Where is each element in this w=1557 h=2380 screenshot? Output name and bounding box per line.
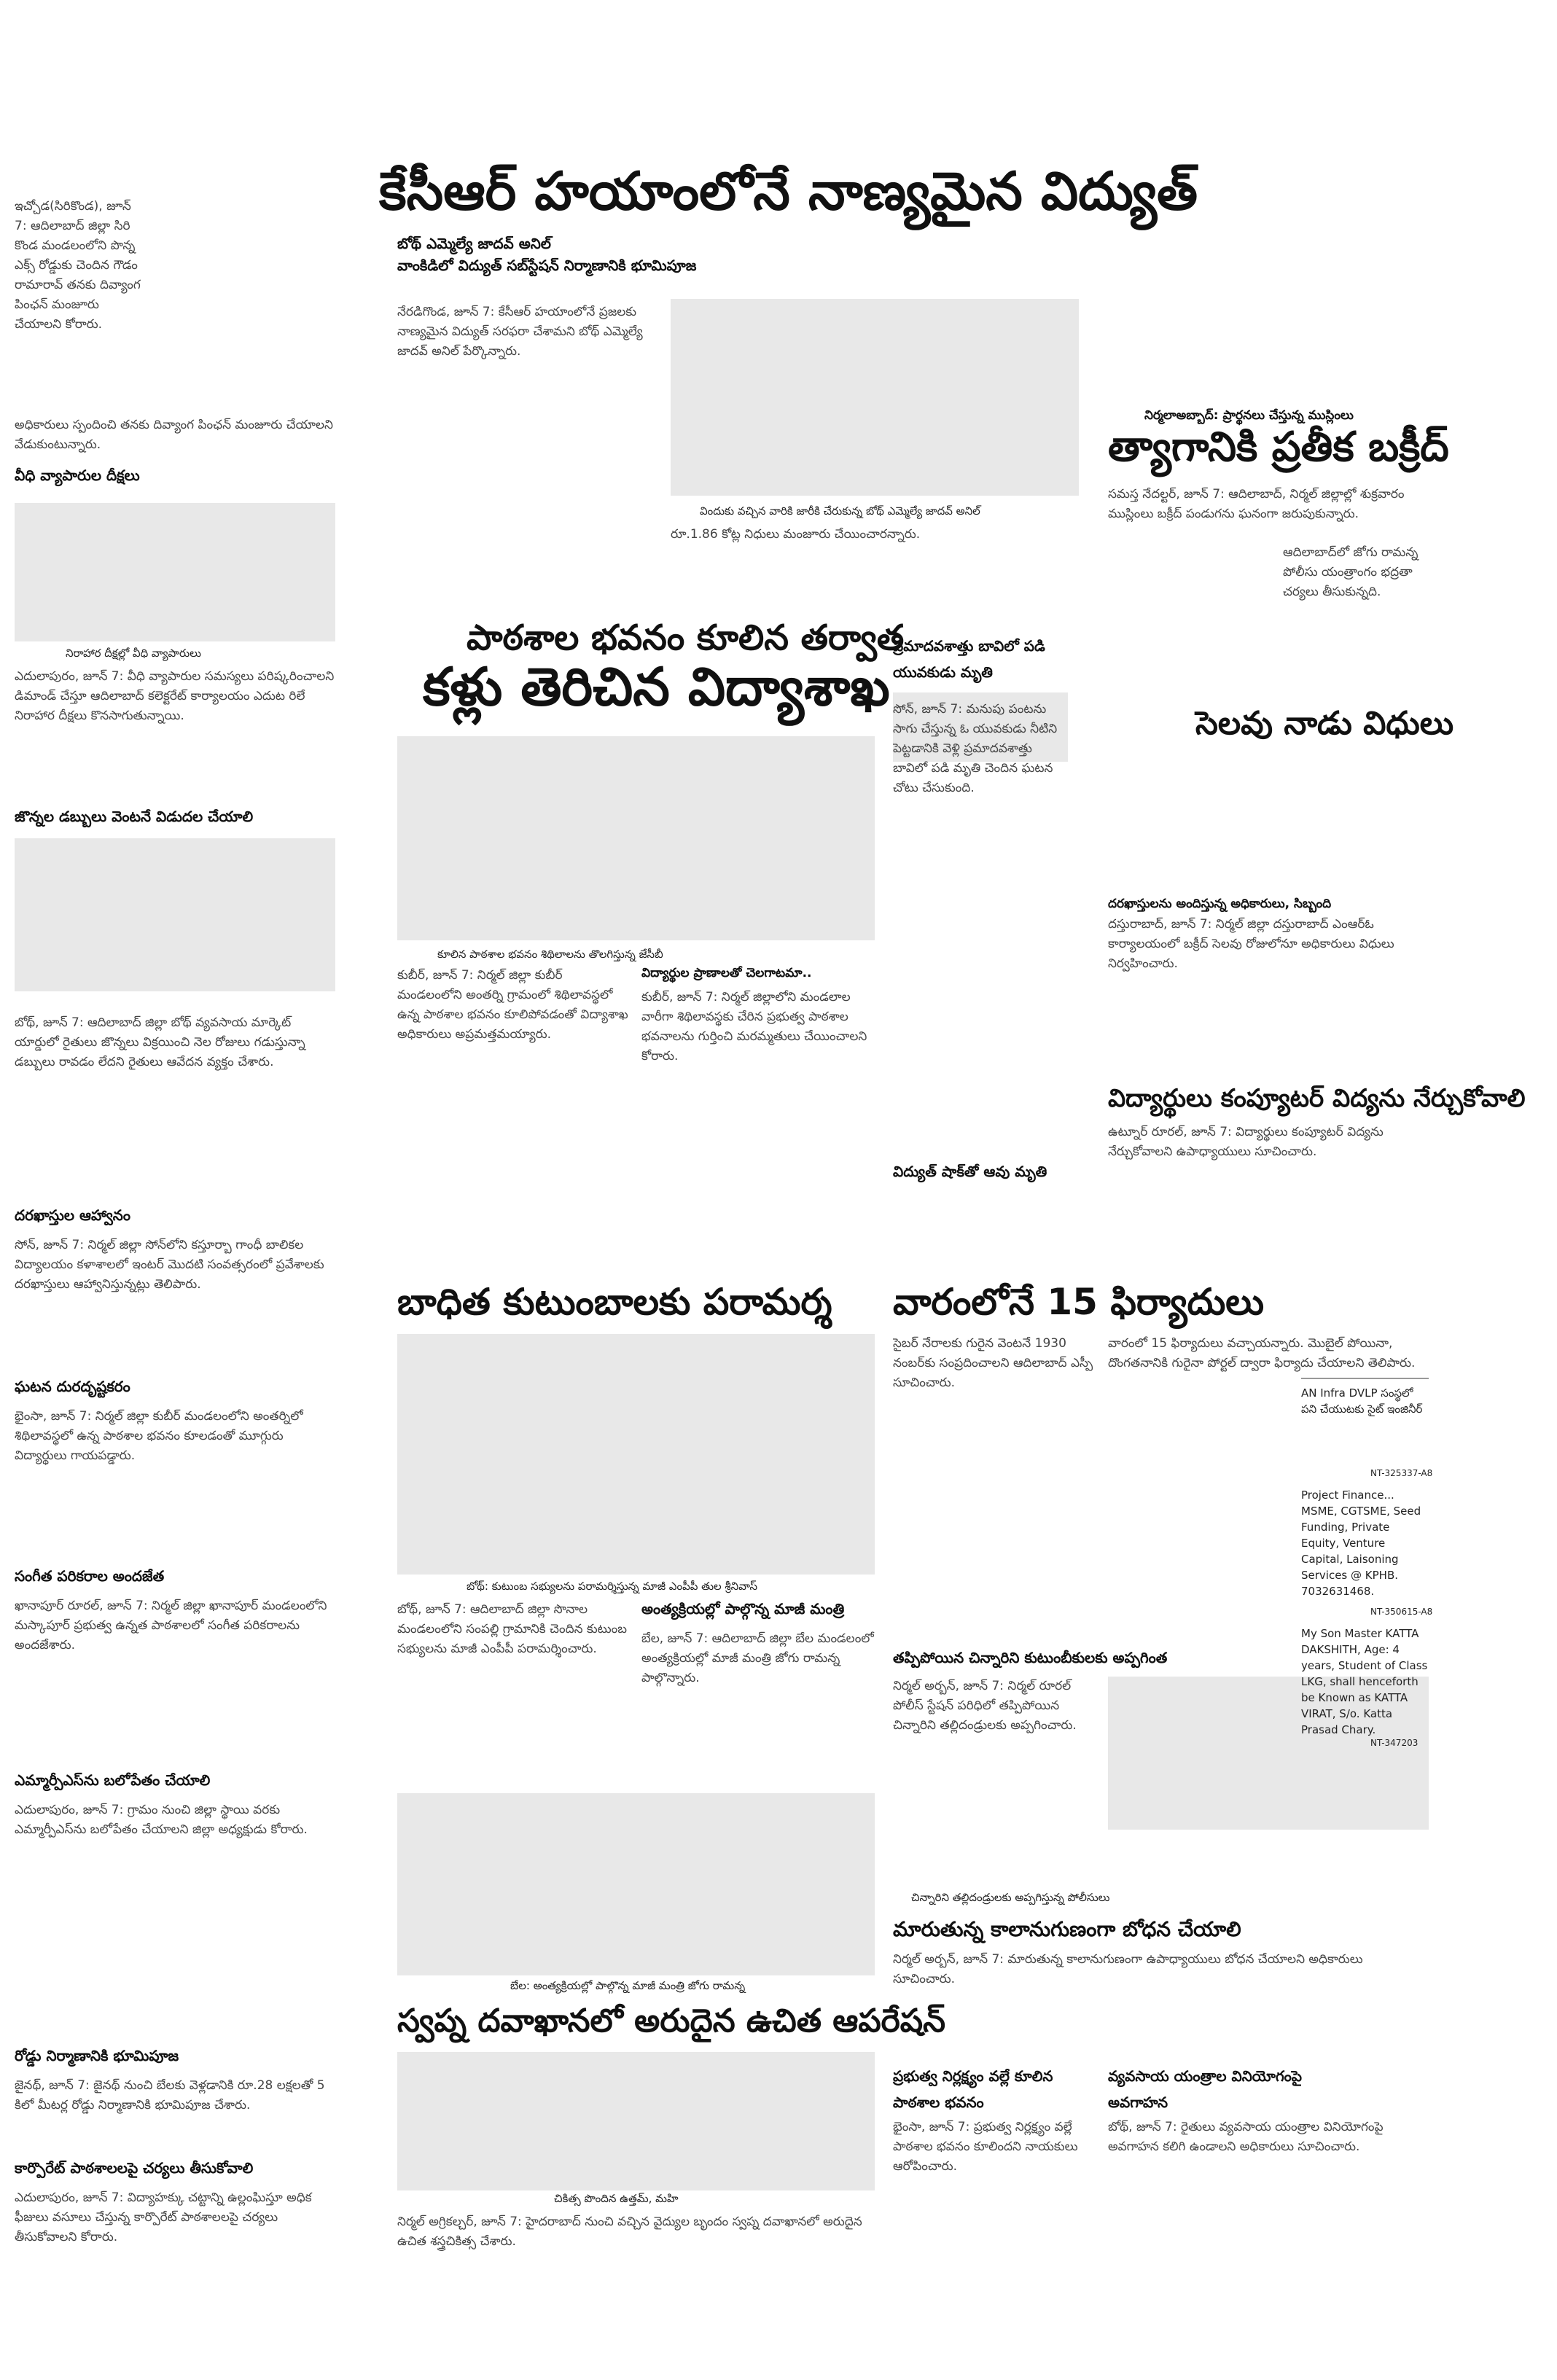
photo-caption: చిన్నారిని తల్లిదండ్రులకు అప్పగిస్తున్న పోలీసులు (911, 1891, 1110, 1904)
article-body: సైబర్ నేరాలకు గురైన వెంటనే 1930 నంబర్‌కు సంప్రదించాలని ఆదిలాబాద్ ఎస్పీ సూచించారు. (893, 1336, 1093, 1390)
photo-caption: నిరాహార దీక్షల్లో వీధి వ్యాపారులు (66, 647, 201, 660)
photo-caption: చికిత్స పొందిన ఉత్తమ్, మహి (554, 2192, 679, 2205)
photo (15, 503, 335, 641)
ad-code: NT-325337-A8 (1370, 1468, 1433, 1478)
article-body: బేల, జూన్ 7: ఆదిలాబాద్ జిల్లా బేల మండలంలో అంత్యక్రియల్లో మాజీ మంత్రి జోగు రామన్న పాల్గొన్నారు. (641, 1631, 874, 1685)
headline: స్వప్న దవాఖానలో అరుదైన ఉచిత ఆపరేషన్ (397, 2002, 946, 2040)
subhead: కార్పొరేట్ పాఠశాలలపై చర్యలు తీసుకోవాలి (15, 2159, 254, 2177)
photo (397, 1334, 875, 1575)
subhead: తప్పిపోయిన చిన్నారిని కుటుంబీకులకు అప్పగింత (893, 1649, 1168, 1666)
subhead: అంత్యక్రియల్లో పాల్గొన్న మాజీ మంత్రి (641, 1600, 845, 1618)
subhead: వ్యవసాయ యంత్రాల వినియోగంపై అవగాహన (1108, 2067, 1302, 2111)
headline: పాఠశాల భవనం కూలిన తర్వాత (467, 617, 905, 658)
kicker: దరఖాస్తులను అందిస్తున్న అధికారులు, సిబ్బంది (1108, 897, 1332, 911)
headline: విద్యార్థులు కంప్యూటర్ విద్యను నేర్చుకోవాలి (1108, 1084, 1526, 1113)
classified-ad: AN Infra DVLP సంస్థలో పని చేయుటకు సైట్ ఇంజినీర్ (1301, 1386, 1423, 1416)
subhead: జొన్నల డబ్బులు వెంటనే విడుదల చేయాలి (15, 808, 254, 825)
ad-code: NT-350615-A8 (1370, 1607, 1433, 1617)
subhead: మారుతున్న కాలానుగుణంగా బోధన చేయాలి (893, 1917, 1241, 1941)
article-body: అధికారులు స్పందించి తనకు దివ్యాంగ పింఛన్ మంజూరు చేయాలని వేడుకుంటున్నారు. (15, 418, 333, 452)
article-body: ఉట్నూర్ రూరల్, జూన్ 7: విద్యార్థులు కంప్యూటర్ విద్యను నేర్చుకోవాలని ఉపాధ్యాయులు సూచించారు. (1108, 1125, 1384, 1159)
article-body: నిర్మల్ అర్బన్, జూన్ 7: నిర్మల్ రూరల్ పోలీస్ స్టేషన్ పరిధిలో తప్పిపోయిన చిన్నారిని తల్లిదండ్రులకు అప్పగించారు. (893, 1679, 1077, 1733)
divider (1301, 1378, 1429, 1379)
photo-caption: బోథ్: కుటుంబ సభ్యులను పరామర్శిస్తున్న మాజీ ఎంపీపీ తుల శ్రీనివాస్ (467, 1580, 758, 1593)
bullet: బోథ్ ఎమ్మెల్యే జాదవ్ అనిల్ (397, 235, 551, 252)
article-body: బోథ్, జూన్ 7: ఆదిలాబాద్ జిల్లా బోథ్ వ్యవసాయ మార్కెట్ యార్డులో రైతులు జొన్నలు విక్రయించి నెల రోజులు గడుస్తున్నా డబ్బులు రావడం లేదని రైతులు ఆవేదన వ్యక్తం చేశారు. (15, 1015, 305, 1069)
article-body: దస్తురాబాద్, జూన్ 7: నిర్మల్ జిల్లా దస్తురాబాద్ ఎంఆర్ఓ కార్యాలయంలో బక్రీద్ సెలవు రోజులోనూ అధికారులు విధులు నిర్వహించారు. (1108, 917, 1394, 971)
article-body: ఖానాపూర్ రూరల్, జూన్ 7: నిర్మల్ జిల్లా ఖానాపూర్ మండలంలోని మస్కాపూర్ ప్రభుత్వ ఉన్నత పాఠశాలలో సంగీత పరికరాలను అందజేశారు. (15, 1599, 327, 1653)
article-body: ఆదిలాబాద్‌లో జోగు రామన్న పోలీసు యంత్రాంగం భద్రతా చర్యలు తీసుకున్నది. (1283, 545, 1419, 599)
photo (397, 2052, 875, 2190)
photo (397, 736, 875, 940)
article-body: కుబీర్, జూన్ 7: నిర్మల్ జిల్లాలోని మండలాల వారీగా శిథిలావస్థకు చేరిన ప్రభుత్వ పాఠశాల భవనాలను గుర్తించి మరమ్మతులు చేయించాలని కోరారు. (641, 990, 867, 1064)
article-body: నిర్మల్ అర్బన్, జూన్ 7: మారుతున్న కాలానుగుణంగా ఉపాధ్యాయులు బోధన చేయాలని అధికారులు సూచించారు. (893, 1952, 1363, 1986)
article-body: ఎదులాపురం, జూన్ 7: వీధి వ్యాపారుల సమస్యలు పరిష్కరించాలని డిమాండ్ చేస్తూ ఆదిలాబాద్ కలెక్టరేట్ కార్యాలయం ఎదుట రిలే నిరాహార దీక్షలు కొనసాగుతున్నాయి. (15, 669, 335, 723)
article-body: నేరడిగొండ, జూన్ 7: కేసీఆర్ హయాంలోనే ప్రజలకు నాణ్యమైన విద్యుత్ సరఫరా చేశామని బోథ్ ఎమ్మెల్యే జాదవ్ అనిల్ పేర్కొన్నారు. (397, 305, 643, 359)
subhead: సంగీత పరికరాల అందజేత (15, 1567, 165, 1585)
kicker: నిర్మలాఅబ్బాద్: ప్రార్థనలు చేస్తున్న ముస్లింలు (1144, 408, 1354, 423)
headline: బాధిత కుటుంబాలకు పరామర్శ (397, 1281, 832, 1323)
article-body: సమస్త నేదల్టర్, జూన్ 7: ఆదిలాబాద్, నిర్మల్ జిల్లాల్లో శుక్రవారం ముస్లింలు బక్రీద్ పండుగను ఘనంగా జరుపుకున్నారు. (1108, 487, 1405, 521)
article-body: నిర్మల్ అగ్రికల్చర్, జూన్ 7: హైదరాబాద్ నుంచి వచ్చిన వైద్యుల బృందం స్వప్న దవాఖానలో అరుదైన ఉచిత శస్త్రచికిత్స చేశారు. (397, 2215, 862, 2249)
headline: సెలవు నాడు విధులు (1195, 705, 1454, 742)
article-body: రూ.1.86 కోట్ల నిధులు మంజూరు చేయించారన్నారు. (671, 527, 921, 542)
classified-ad: My Son Master KATTA DAKSHITH, Age: 4 years, Student of Class LKG, shall henceforth be Known as KATTA VIRAT, S/o. Katta Prasad Chary. (1301, 1627, 1428, 1736)
article-body: ఇచ్చోడ(సిరికొండ), జూన్ 7: ఆదిలాబాద్ జిల్లా సిరి కొండ మండలంలోని పొన్న ఎక్స్ రోడ్డుకు చెందిన గౌడం రామారావ్ తనకు దివ్యాంగ పింఛన్ మంజూరు చేయాలని కోరారు. (15, 199, 141, 332)
photo-caption: బేల: అంత్యక్రియల్లో పాల్గొన్న మాజీ మంత్రి జోగు రామన్న (510, 1979, 746, 1992)
bullet: వాంకిడిలో విద్యుత్ సబ్‌స్టేషన్ నిర్మాణానికి భూమిపూజ (397, 257, 697, 274)
article-body: బోథ్, జూన్ 7: రైతులు వ్యవసాయ యంత్రాల వినియోగంపై అవగాహన కలిగి ఉండాలని అధికారులు సూచించారు. (1108, 2120, 1384, 2154)
subhead: ఘటన దురదృష్టకరం (15, 1378, 130, 1395)
subhead: ఎమ్మార్పీఎస్‌ను బలోపేతం చేయాలి (15, 1771, 211, 1789)
photo-caption: విందుకు వచ్చిన వారికి జారీకి చేరుకున్న బోథ్ ఎమ్మెల్యే జాదవ్ అనిల్ (700, 504, 980, 518)
article-body: వారంలో 15 ఫిర్యాదులు వచ్చాయన్నారు. మొబైల్ పోయినా, దొంగతనానికి గురైనా పోర్టల్ ద్వారా ఫిర్యాదు చేయాలని తెలిపారు. (1108, 1336, 1416, 1370)
article-body: భైంసా, జూన్ 7: ప్రభుత్వ నిర్లక్ష్యం వల్లే పాఠశాల భవనం కూలిందని నాయకులు ఆరోపించారు. (893, 2120, 1078, 2174)
article-body: సోన్, జూన్ 7: నిర్మల్ జిల్లా సోన్‌లోని కస్తూర్బా గాంధీ బాలికల విద్యాలయం కళాశాలలో ఇంటర్ మొదటి సంవత్సరంలో ప్రవేశాలకు దరఖాస్తులు ఆహ్వానిస్తున్నట్లు తెలిపారు. (15, 1238, 324, 1292)
article-body: కుబీర్, జూన్ 7: నిర్మల్ జిల్లా కుబీర్ మండలంలోని అంతర్ని గ్రామంలో శిథిలావస్థలో ఉన్న పాఠశాల భవనం కూలిపోవడంతో విద్యాశాఖ అధికారులు అప్రమత్తమయ్యారు. (397, 968, 628, 1042)
photo (15, 838, 335, 991)
article-body: ఎదులాపురం, జూన్ 7: గ్రామం నుంచి జిల్లా స్థాయి వరకు ఎమ్మార్పీఎస్‌ను బలోపేతం చేయాలని జిల్లా అధ్యక్షుడు కోరారు. (15, 1803, 308, 1837)
subhead: దరఖాస్తుల ఆహ్వానం (15, 1206, 130, 1224)
subhead: విద్యుత్ షాక్‌తో ఆవు మృతి (893, 1163, 1047, 1180)
subhead: ప్రభుత్వ నిర్లక్ష్యం వల్లే కూలిన పాఠశాల భవనం (893, 2067, 1053, 2111)
subhead: రోడ్డు నిర్మాణానికి భూమిపూజ (15, 2047, 179, 2064)
subhead: విద్యార్థుల ప్రాణాలతో చెలగాటమా.. (641, 966, 812, 980)
headline: కేసీఆర్ హయాంలోనే నాణ్యమైన విద్యుత్ (379, 160, 1198, 222)
article-body: ఎదులాపురం, జూన్ 7: విద్యాహక్కు చట్టాన్ని ఉల్లంఘిస్తూ అధిక ఫీజులు వసూలు చేస్తున్న కార్పొరేట్ పాఠశాలలపై చర్యలు తీసుకోవాలని కోరారు. (15, 2190, 312, 2244)
headline: వారంలోనే 15 ఫిర్యాదులు (893, 1281, 1264, 1323)
photo (671, 299, 1079, 496)
classified-ad: Project Finance... MSME, CGTSME, Seed Funding, Private Equity, Venture Capital, Laisoning Services @ KPHB. 7032631468. (1301, 1489, 1421, 1598)
photo-caption: కూలిన పాఠశాల భవనం శిథిలాలను తొలగిస్తున్న జేసీబీ (437, 948, 663, 961)
article-body: సోన్, జూన్ 7: మనుపు పంటను సాగు చేస్తున్న ఓ యువకుడు నీటిని పెట్టడానికి వెళ్లి ప్రమాదవశాత్తు బావిలో పడి మృతి చెందిన ఘటన చోటు చేసుకుంది. (893, 702, 1058, 795)
ad-code: NT-347203 (1370, 1738, 1419, 1748)
article-body: జైనథ్, జూన్ 7: జైనథ్ నుంచి బేలకు వెళ్లడానికి రూ.28 లక్షలతో 5 కిలో మీటర్ల రోడ్డు నిర్మాణానికి భూమిపూజ చేశారు. (15, 2078, 325, 2112)
article-body: బోథ్, జూన్ 7: ఆదిలాబాద్ జిల్లా సొనాల మండలంలోని సంపల్లి గ్రామానికి చెందిన కుటుంబ సభ్యులను మాజీ ఎంపీపీ పరామర్శించారు. (397, 1602, 628, 1656)
article-body: భైంసా, జూన్ 7: నిర్మల్ జిల్లా కుబీర్ మండలంలోని అంతర్నిలో శిథిలావస్థలో ఉన్న పాఠశాల భవనం కూలడంతో మూగ్గురు విద్యార్థులు గాయపడ్డారు. (15, 1409, 303, 1463)
photo (397, 1793, 875, 1975)
headline: త్యాగానికి ప్రతీక బక్రీద్ (1108, 424, 1449, 471)
subhead: ప్రమాదవశాత్తు బావిలో పడి యువకుడు మృతి (893, 637, 1045, 681)
headline: కళ్లు తెరిచిన విద్యాశాఖ (423, 656, 890, 717)
subhead: వీధి వ్యాపారుల దీక్షలు (15, 467, 140, 484)
